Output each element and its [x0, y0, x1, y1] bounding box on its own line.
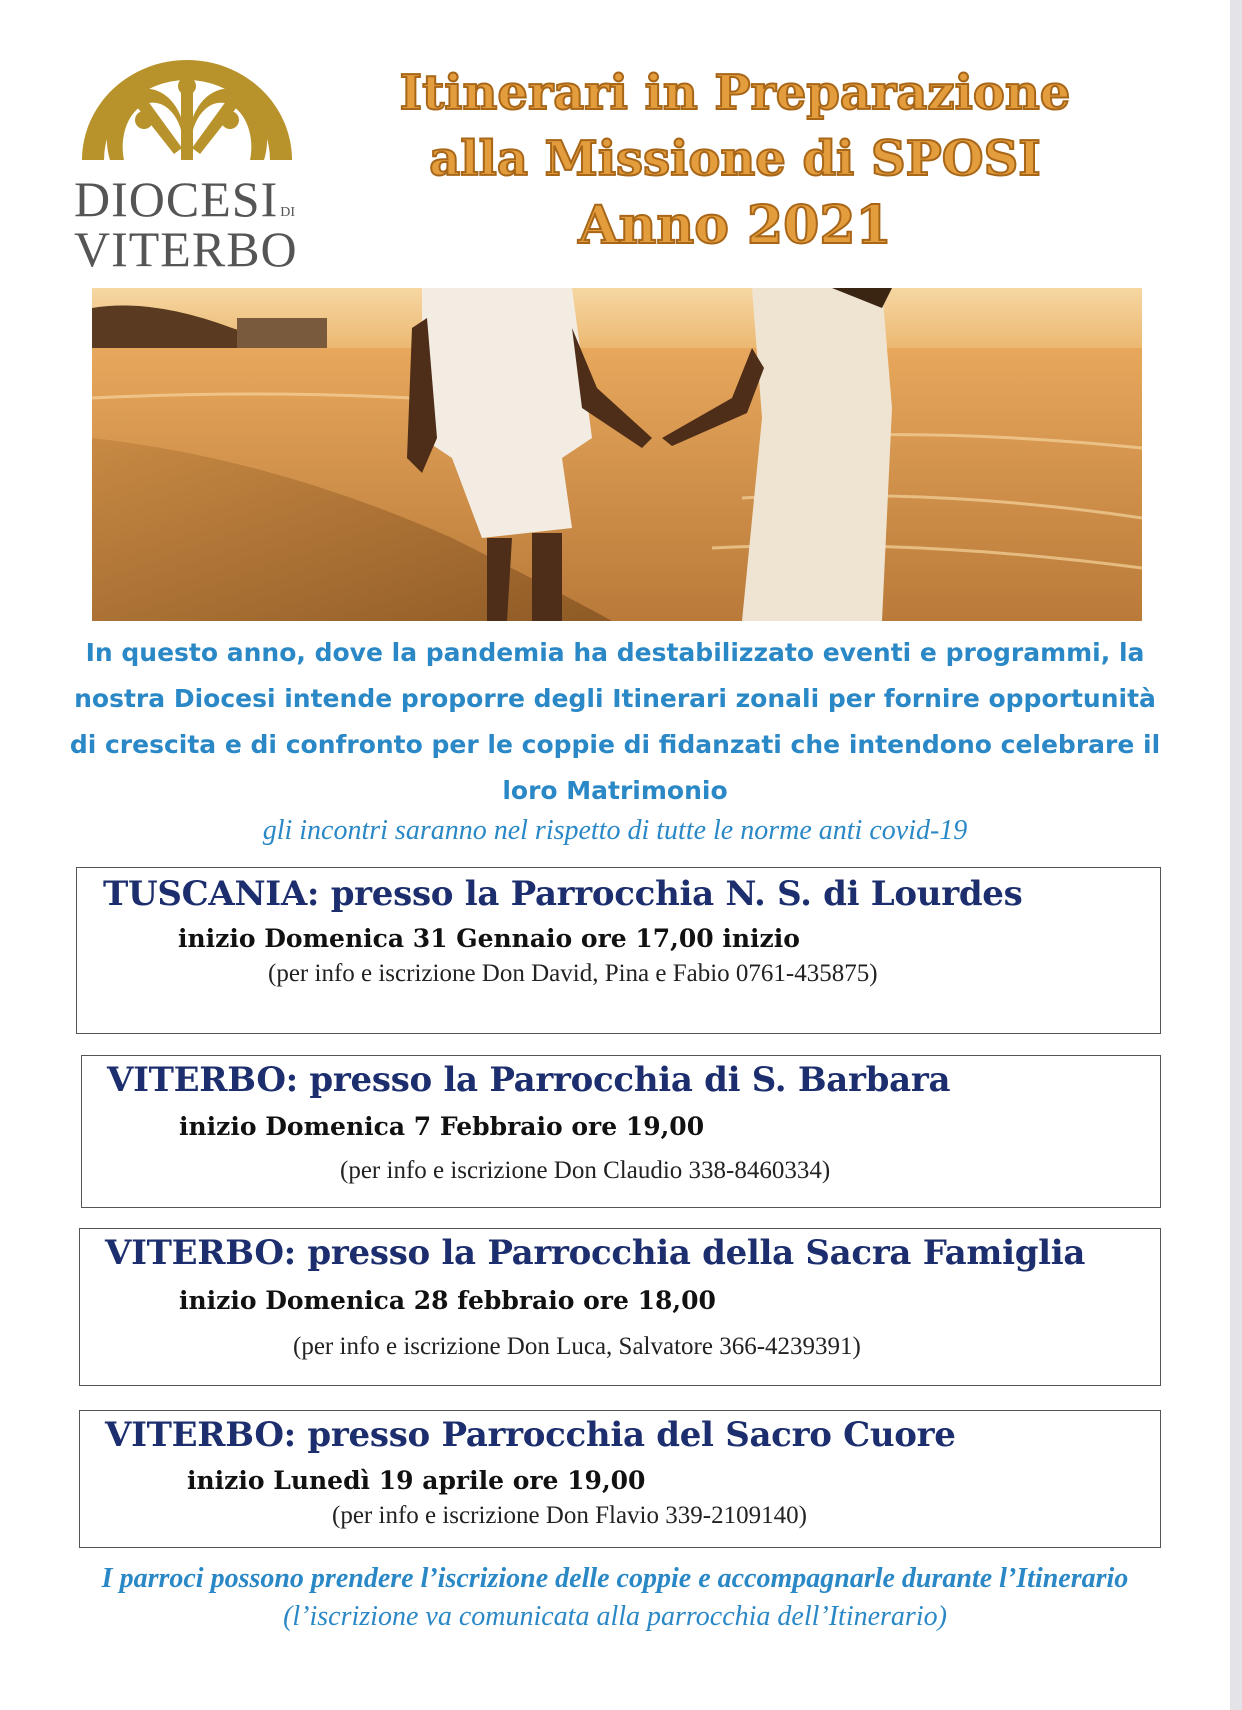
page-edge — [1230, 0, 1242, 1710]
diocese-emblem-icon — [82, 60, 292, 165]
itinerary-info: (per info e iscrizione Don Flavio 339-2109140) — [332, 1502, 807, 1529]
intro-paragraph: In questo anno, dove la pandemia ha destabilizzato eventi e programmi, la nostra Diocesi intende proporre degli Itinerari zonali per fornire opportunità di crescita e di confronto per le coppie di fidanzati che intendono celebrare il loro Matrimonio — [69, 638, 1161, 805]
beach-couple-photo — [92, 288, 1142, 621]
covid-note: gli incontri saranno nel rispetto di tutte le norme anti covid-19 — [262, 815, 968, 846]
itinerary-box-tuscania — [76, 867, 1161, 1034]
title-line-3: Anno 2021 — [578, 195, 892, 256]
itinerary-heading: VITERBO: presso la Parrocchia di S. Barbara — [107, 1060, 951, 1100]
footer-plain-text: (l’iscrizione va comunicata alla parrocchia dell’Itinerario) — [283, 1601, 947, 1632]
footer-bold-text: I parroci possono prendere l’iscrizione delle coppie e accompagnarle durante l’Itinerario — [101, 1563, 1129, 1594]
itinerary-info: (per info e iscrizione Don Luca, Salvatore 366-4239391) — [293, 1333, 861, 1360]
itinerary-heading: VITERBO: presso la Parrocchia della Sacra Famiglia — [105, 1233, 1086, 1273]
itinerary-info: (per info e iscrizione Don Claudio 338-8460334) — [340, 1157, 831, 1184]
itinerary-box-sacro-cuore — [79, 1410, 1161, 1548]
itinerary-heading: TUSCANIA: presso la Parrocchia N. S. di Lourdes — [103, 874, 1023, 914]
itinerary-start: inizio Lunedì 19 aprile ore 19,00 — [187, 1466, 646, 1495]
title-line-2: alla Missione di SPOSI — [429, 131, 1041, 187]
itinerary-info: (per info e iscrizione Don David, Pina e Fabio 0761-435875) — [268, 960, 878, 987]
title-line-1: Itinerari in Preparazione — [399, 65, 1071, 121]
itinerary-start: inizio Domenica 28 febbraio ore 18,00 — [179, 1286, 716, 1315]
flyer-title — [320, 60, 1150, 260]
itinerary-heading: VITERBO: presso Parrocchia del Sacro Cuore — [105, 1415, 956, 1455]
logo-text-viterbo: VITERBO — [74, 221, 298, 277]
itinerary-box-sacra-famiglia — [79, 1228, 1161, 1386]
diocese-logo — [74, 60, 304, 277]
logo-text-diocesi: DIOCESI DI — [74, 171, 295, 227]
itinerary-box-santa-barbara — [81, 1055, 1161, 1208]
footer-note — [60, 1560, 1170, 1636]
itinerary-start: inizio Domenica 31 Gennaio ore 17,00 inizio — [178, 924, 800, 953]
itinerary-start: inizio Domenica 7 Febbraio ore 19,00 — [179, 1112, 705, 1141]
